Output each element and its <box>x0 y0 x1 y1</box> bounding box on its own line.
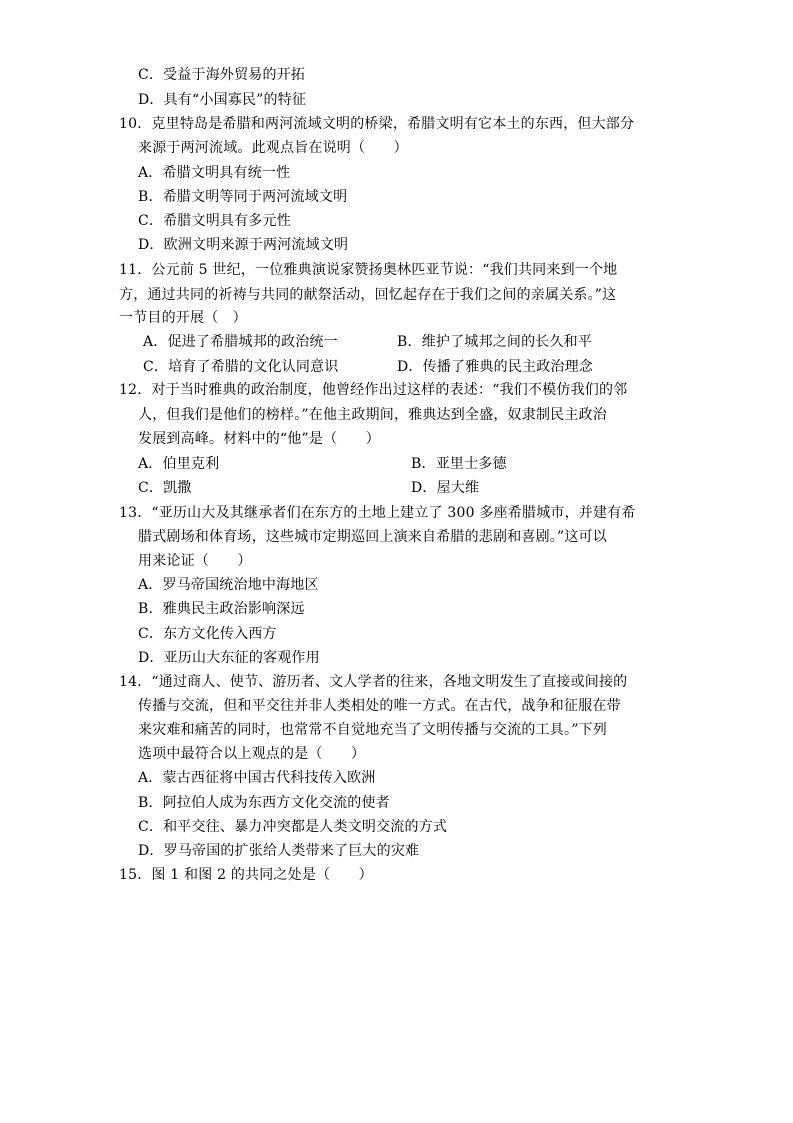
q14-option-d: D．罗马帝国的扩张给人类带来了巨大的灾难 <box>138 843 420 859</box>
q11-stem-line3: 一节目的开展（ ） <box>119 310 247 326</box>
q13-option-c: C．东方文化传入西方 <box>138 626 277 642</box>
q13-option-b: B．雅典民主政治影响深远 <box>138 601 305 617</box>
q12-option-a: A．伯里克利 <box>138 456 220 472</box>
q12-stem-line2: 人，但我们是他们的榜样。”在他主政期间，雅典达到全盛，奴隶制民主政治 <box>138 407 607 423</box>
q10-option-c: C．希腊文明具有多元性 <box>138 213 291 229</box>
q15-stem-line1: 15．图 1 和图 2 的共同之处是（ ） <box>119 867 373 883</box>
q14-stem-line4: 选项中最符合以上观点的是（ ） <box>138 746 366 762</box>
q9-option-d: D．具有“小国寡民”的特征 <box>138 92 307 108</box>
q13-stem-line1: 13．“亚历山大及其继承者们在东方的土地上建立了 300 多座希腊城市，并建有希 <box>119 505 636 521</box>
q14-stem-line1: 14．“通过商人、使节、游历者、文人学者的往来，各地文明发生了直接或间接的 <box>119 674 628 690</box>
q11-stem-line2: 方，通过共同的祈祷与共同的献祭活动，回忆起存在于我们之间的亲属关系。”这 <box>119 287 617 303</box>
q10-option-b: B．希腊文明等同于两河流域文明 <box>138 189 348 205</box>
q14-option-c: C．和平交往、暴力冲突都是人类文明交流的方式 <box>138 819 448 835</box>
q10-stem-line1: 10．克里特岛是希腊和两河流域文明的桥梁，希腊文明有它本土的东西，但大部分 <box>119 116 635 132</box>
q12-option-c: C．凯撒 <box>138 480 192 496</box>
q10-option-a: A．希腊文明具有统一性 <box>138 165 291 181</box>
q11-option-b: B．维护了城邦之间的长久和平 <box>397 334 593 350</box>
q13-stem-line3: 用来论证（ ） <box>138 553 252 569</box>
q11-option-c: C．培育了希腊的文化认同意识 <box>143 359 339 375</box>
q11-option-a: A．促进了希腊城邦的政治统一 <box>143 334 338 350</box>
q14-option-a: A．蒙古西征将中国古代科技传入欧洲 <box>138 770 376 786</box>
q13-option-a: A．罗马帝国统治地中海地区 <box>138 577 319 593</box>
q14-stem-line2: 传播与交流，但和平交往并非人类相处的唯一方式。在古代，战争和征服在带 <box>138 698 621 714</box>
q14-option-b: B．阿拉伯人成为东西方文化交流的使者 <box>138 795 390 811</box>
q11-stem-line1: 11．公元前 5 世纪，一位雅典演说家赞扬奥林匹亚节说：“我们共同来到一个地 <box>119 262 618 278</box>
q11-option-d: D．传播了雅典的民主政治理念 <box>397 359 594 375</box>
q12-option-b: B．亚里士多德 <box>411 456 507 472</box>
q13-stem-line2: 腊式剧场和体育场，这些城市定期巡回上演来自希腊的悲剧和喜剧。”这可以 <box>138 529 607 545</box>
q12-option-d: D．屋大维 <box>411 480 480 496</box>
q10-stem-line2: 来源于两河流域。此观点旨在说明（ ） <box>138 140 408 156</box>
q12-stem-line3: 发展到高峰。材料中的“他”是（ ） <box>138 431 380 447</box>
q9-option-c: C．受益于海外贸易的开拓 <box>138 67 306 83</box>
q12-stem-line1: 12．对于当时雅典的政治制度，他曾经作出过这样的表述：“我们不模仿我们的邻 <box>119 382 628 398</box>
q10-option-d: D．欧洲文明来源于两河流域文明 <box>138 237 349 253</box>
q14-stem-line3: 来灾难和痛苦的同时，也常常不自觉地充当了文明传播与交流的工具。”下列 <box>138 722 607 738</box>
q13-option-d: D．亚历山大东征的客观作用 <box>138 650 320 666</box>
